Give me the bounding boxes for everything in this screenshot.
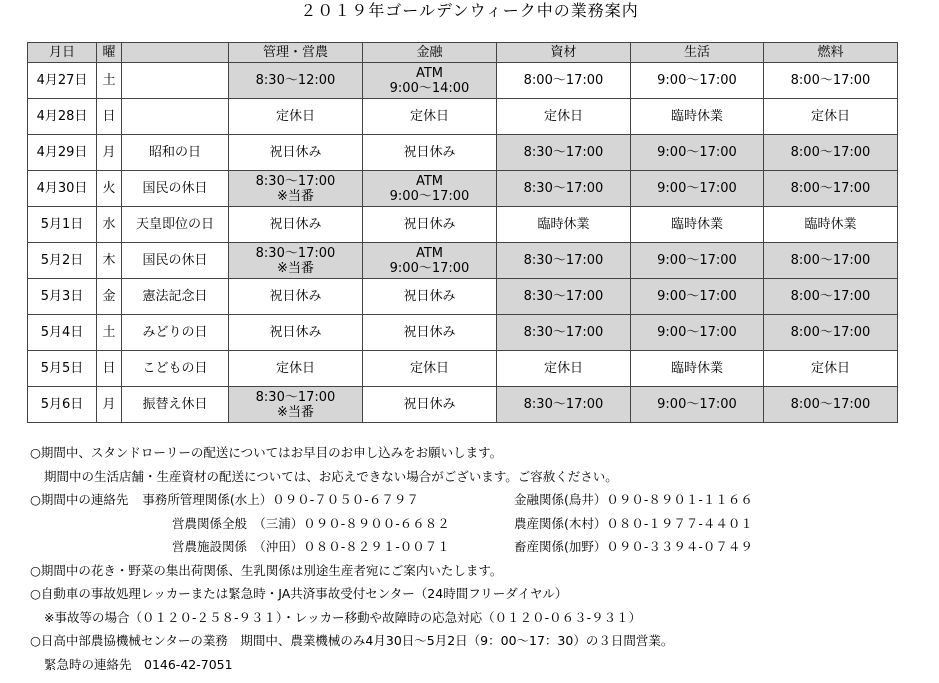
seikatsu-cell: 9:00～17:00 [631, 387, 764, 423]
seikatsu-cell: 9:00～17:00 [631, 63, 764, 99]
shizai-cell: 定休日 [497, 351, 631, 387]
kanri-cell: 祝日休み [229, 135, 363, 171]
kinyu-hours: 9:00～17:00 [389, 188, 470, 204]
note-emergency: ○自動車の事故処理レッカーまたは緊急時・JA共済事故受付センター（24時間フリーダイヤル） [30, 586, 568, 601]
note-accident: ※事故等の場合（０１２０-２５８-９３１）・レッカー移動や故障時の応急対応（０１２０-０６３-９３１） [44, 609, 642, 625]
seikatsu-cell: 臨時休業 [631, 351, 764, 387]
seikatsu-cell: 9:00～17:00 [631, 135, 764, 171]
shizai-cell: 8:30～17:00 [497, 279, 631, 315]
duty-note: ※当番 [277, 404, 314, 420]
note-contacts-1 [30, 488, 753, 512]
contact-livestock: 畜産関係(加野）０９０-３３９４-０７４９ [514, 539, 753, 554]
table-row [28, 279, 898, 315]
nenryo-cell: 8:00～17:00 [764, 315, 898, 351]
kanri-cell [229, 387, 363, 423]
schedule-table [27, 42, 898, 423]
nenryo-cell: 8:00～17:00 [764, 171, 898, 207]
kanri-text: 8:30～17:00 [255, 173, 336, 189]
dow-cell: 土 [97, 63, 122, 99]
kinyu-cell: 祝日休み [363, 135, 497, 171]
holiday-cell: 憲法記念日 [122, 279, 229, 315]
dow-cell: 土 [97, 315, 122, 351]
date-cell: 4月27日 [28, 63, 97, 99]
table-row [28, 351, 898, 387]
holiday-cell: 天皇即位の日 [122, 207, 229, 243]
kanri-cell [229, 63, 363, 99]
note-contacts-3 [30, 535, 753, 559]
note-emergency-contact: 緊急時の連絡先 0146-42-7051 [44, 656, 233, 672]
contact-finance: 金融関係(鳥井）０９０-８９０１-１１６６ [514, 492, 753, 507]
header-kanri: 管理・営農 [229, 43, 363, 63]
header-row [28, 43, 898, 63]
kinyu-text: ATM [415, 65, 444, 81]
note-machinery: ○日高中部農協機械センターの業務 期間中、農業機械のみ4月30日～5月2日（9：00～17：30）の３日間営業。 [30, 633, 674, 648]
nenryo-cell: 定休日 [764, 99, 898, 135]
header-dow: 曜 [97, 43, 122, 63]
dow-cell: 金 [97, 279, 122, 315]
note-delivery-detail: 期間中の生活店舗・生産資材の配送については、お応えできない場合がございます。ご容赦ください。 [44, 468, 618, 484]
header-kinyu: 金融 [363, 43, 497, 63]
table-row [28, 99, 898, 135]
kinyu-hours: 9:00～17:00 [389, 260, 470, 276]
dow-cell: 日 [97, 99, 122, 135]
nenryo-cell: 8:00～17:00 [764, 63, 898, 99]
seikatsu-cell: 9:00～17:00 [631, 315, 764, 351]
seikatsu-cell: 9:00～17:00 [631, 171, 764, 207]
notes-section [30, 441, 753, 676]
kanri-cell: 祝日休み [229, 279, 363, 315]
shizai-cell: 8:30～17:00 [497, 135, 631, 171]
date-cell: 4月28日 [28, 99, 97, 135]
seikatsu-cell: 臨時休業 [631, 207, 764, 243]
date-cell: 5月1日 [28, 207, 97, 243]
note-contacts-2 [30, 512, 753, 536]
kinyu-cell [363, 63, 497, 99]
table-row [28, 243, 898, 279]
contact-agri: 農産関係(木村）０８０-１９７７-４４０１ [514, 515, 753, 531]
kanri-cell: 定休日 [229, 351, 363, 387]
kinyu-cell [363, 171, 497, 207]
nenryo-cell: 8:00～17:00 [764, 387, 898, 423]
contact-farming: 営農関係全般 （三浦）０９０-８９００-６６８２ [172, 515, 450, 531]
note-delivery: ○期間中、スタンドローリーの配送についてはお早目のお申し込みをお願いします。 [30, 445, 503, 460]
duty-note: ※当番 [277, 188, 314, 204]
nenryo-cell: 8:00～17:00 [764, 135, 898, 171]
nenryo-cell: 8:00～17:00 [764, 279, 898, 315]
kanri-cell: 定休日 [229, 99, 363, 135]
duty-note: ※当番 [277, 260, 314, 276]
shizai-cell: 8:30～17:00 [497, 171, 631, 207]
kinyu-text: ATM [415, 245, 444, 261]
shizai-cell: 8:30～17:00 [497, 387, 631, 423]
date-cell: 5月6日 [28, 387, 97, 423]
table-row [28, 387, 898, 423]
date-cell: 5月3日 [28, 279, 97, 315]
table-row [28, 63, 898, 99]
kinyu-cell: 祝日休み [363, 207, 497, 243]
kinyu-hours: 9:00～14:00 [389, 80, 470, 96]
kanri-text: 8:30～17:00 [255, 245, 336, 261]
page-title: ２０１９年ゴールデンウィーク中の業務案内 [300, 1, 639, 20]
dow-cell: 月 [97, 135, 122, 171]
kinyu-cell: 祝日休み [363, 315, 497, 351]
holiday-cell [122, 63, 229, 99]
holiday-cell [122, 99, 229, 135]
shizai-cell: 8:30～17:00 [497, 243, 631, 279]
kinyu-cell: 祝日休み [363, 279, 497, 315]
header-holiday [122, 43, 229, 63]
nenryo-cell: 臨時休業 [764, 207, 898, 243]
kinyu-cell [363, 243, 497, 279]
shizai-cell: 臨時休業 [497, 207, 631, 243]
kinyu-cell: 祝日休み [363, 387, 497, 423]
kanri-cell: 祝日休み [229, 315, 363, 351]
table-row [28, 171, 898, 207]
holiday-cell: みどりの日 [122, 315, 229, 351]
shizai-cell: 定休日 [497, 99, 631, 135]
nenryo-cell: 8:00～17:00 [764, 243, 898, 279]
date-cell: 4月29日 [28, 135, 97, 171]
contact-facility: 営農施設関係 （沖田）０８０-８２９１-００７１ [172, 539, 450, 554]
table-row [28, 135, 898, 171]
kanri-cell: 祝日休み [229, 207, 363, 243]
dow-cell: 木 [97, 243, 122, 279]
nenryo-cell: 定休日 [764, 351, 898, 387]
header-shizai: 資材 [497, 43, 631, 63]
header-nenryo: 燃料 [764, 43, 898, 63]
contact-admin: 事務所管理関係(水上）０９０-７０５０-６７９７ [142, 492, 419, 507]
shizai-cell: 8:30～17:00 [497, 315, 631, 351]
holiday-cell: 昭和の日 [122, 135, 229, 171]
holiday-cell: こどもの日 [122, 351, 229, 387]
kinyu-text: ATM [415, 173, 444, 189]
header-seikatsu: 生活 [631, 43, 764, 63]
holiday-cell: 振替え休日 [122, 387, 229, 423]
kanri-text: 8:30～17:00 [255, 389, 336, 405]
kanri-text: 8:30～12:00 [255, 73, 336, 88]
date-cell: 4月30日 [28, 171, 97, 207]
note-shipping: ○期間中の花き・野菜の集出荷関係、生乳関係は別途生産者宛にご案内いたします。 [30, 562, 503, 578]
shizai-cell: 8:00～17:00 [497, 63, 631, 99]
dow-cell: 月 [97, 387, 122, 423]
holiday-cell: 国民の休日 [122, 171, 229, 207]
kinyu-cell: 定休日 [363, 99, 497, 135]
header-date: 月日 [28, 43, 97, 63]
table-row [28, 207, 898, 243]
holiday-cell: 国民の休日 [122, 243, 229, 279]
contacts-heading: ○期間中の連絡先 [30, 492, 129, 507]
seikatsu-cell: 臨時休業 [631, 99, 764, 135]
seikatsu-cell: 9:00～17:00 [631, 243, 764, 279]
kanri-cell [229, 171, 363, 207]
dow-cell: 日 [97, 351, 122, 387]
date-cell: 5月5日 [28, 351, 97, 387]
dow-cell: 水 [97, 207, 122, 243]
kinyu-cell: 定休日 [363, 351, 497, 387]
table-row [28, 315, 898, 351]
date-cell: 5月2日 [28, 243, 97, 279]
dow-cell: 火 [97, 171, 122, 207]
date-cell: 5月4日 [28, 315, 97, 351]
kanri-cell [229, 243, 363, 279]
seikatsu-cell: 9:00～17:00 [631, 279, 764, 315]
